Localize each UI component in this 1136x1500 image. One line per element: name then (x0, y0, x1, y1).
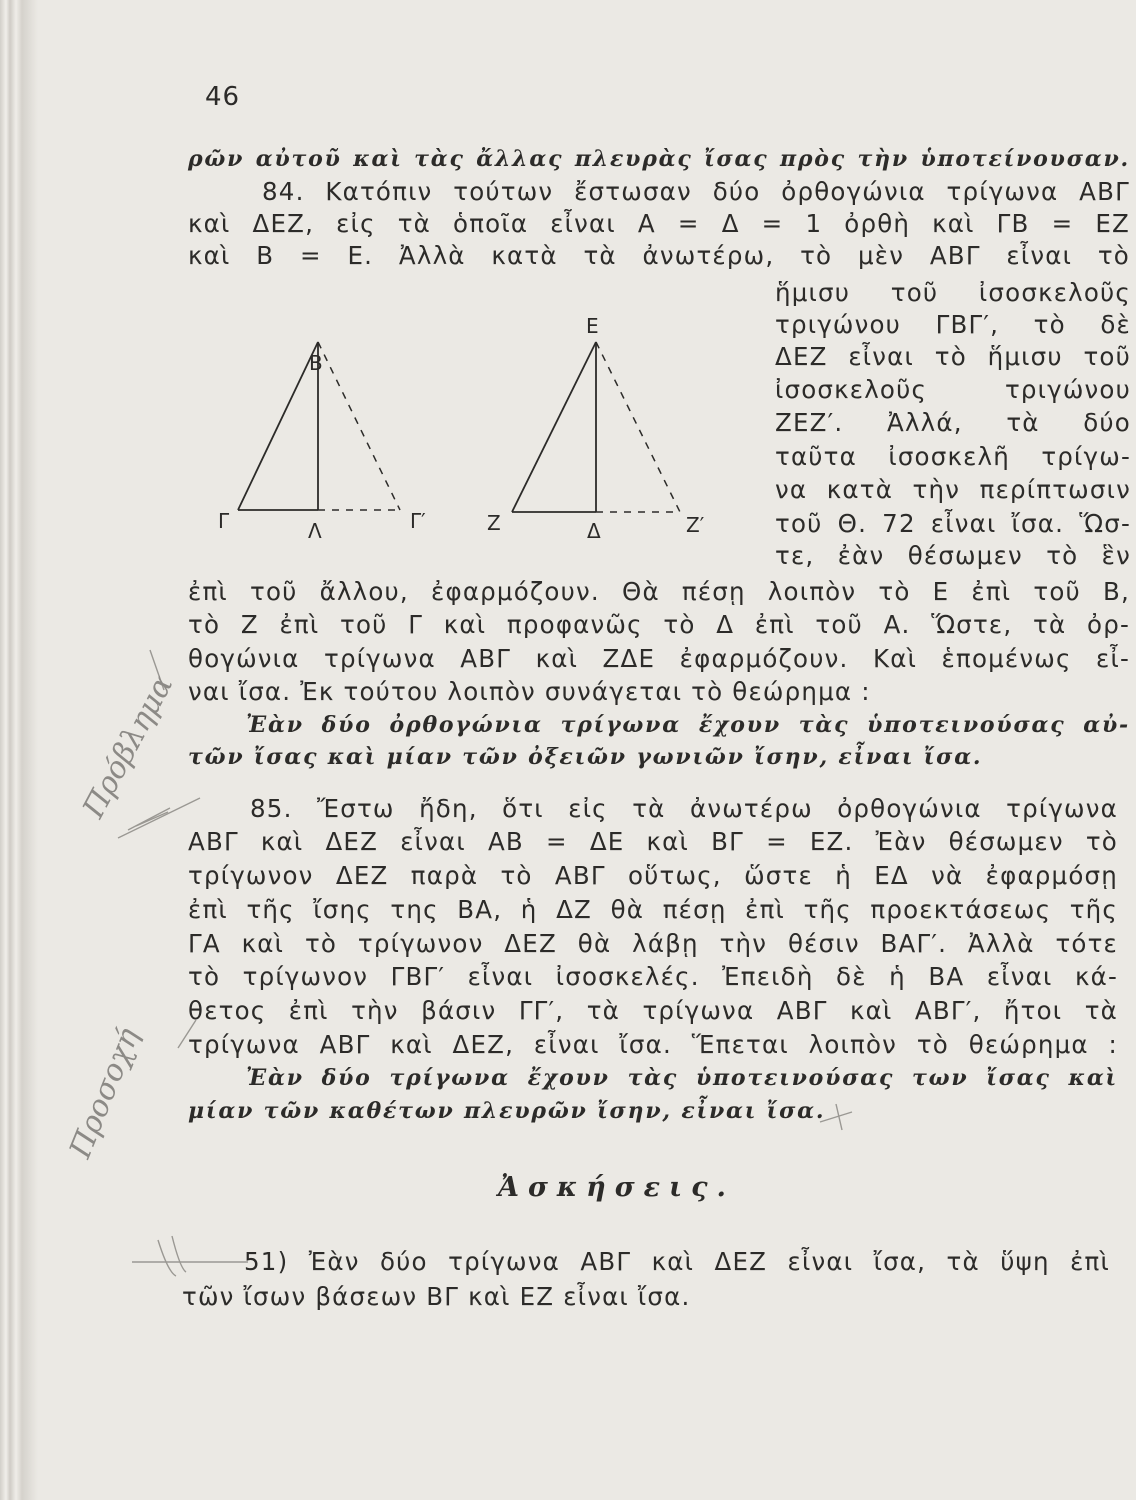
continued-theorem-line: ρῶν αὐτοῦ καὶ τὰς ἄλλας πλευρὰς ἴσας πρὸς τὴν ὑποτείνουσαν. (188, 146, 1130, 172)
sec84-side-line-3: ΔΕΖ εἶναι τὸ ἥμισυ τοῦ (775, 342, 1131, 371)
sec85-line-5: ΓΑ καὶ τὸ τρίγωνον ΔΕΖ θὰ λάβῃ τὴν θέσιν ΒΑΓ′. Ἀλλὰ τότε (188, 929, 1118, 958)
pencil-note-attention: Προσοχή (62, 1023, 147, 1163)
theorem-2-line-1: Ἐὰν δύο τρίγωνα ἔχουν τὰς ὑποτεινούσας των ἴσας καὶ (246, 1065, 1118, 1091)
sec85-line-6: τὸ τρίγωνον ΓΒΓ′ εἶναι ἰσοσκελές. Ἐπειδὴ δὲ ἡ ΒΑ εἶναι κά- (188, 962, 1118, 991)
label-Gamma: Γ (218, 509, 230, 533)
label-Gamma-prime: Γ′ (410, 509, 426, 533)
label-B: B (309, 351, 323, 375)
sec84-side-line-2: τριγώνου ΓΒΓ′, τὸ δὲ (775, 310, 1131, 339)
exercise-51-line-1: 51) Ἐὰν δύο τρίγωνα ΑΒΓ καὶ ΔΕΖ εἶναι ἴσα, τὰ ὕψη ἐπὶ (244, 1247, 1110, 1276)
sec84-line-2: καὶ ΔΕΖ, εἰς τὰ ὁποῖα εἶναι Α = Δ = 1 ὀρθὴ καὶ ΓΒ = ΕΖ (188, 209, 1130, 238)
label-Delta: Δ (587, 519, 601, 543)
label-Z-prime: Z′ (686, 513, 705, 537)
sec84-side-line-7: να κατὰ τὴν περίπτωσιν (775, 475, 1131, 504)
theorem-1-line-2: τῶν ἴσας καὶ μίαν τῶν ὀξειῶν γωνιῶν ἴσην, εἶναι ἴσα. (188, 744, 983, 770)
page-number: 46 (205, 82, 241, 112)
pencil-note-problem: Πρόβλημα (76, 669, 181, 824)
sec84-side-line-1: ἥμισυ τοῦ ἰσοσκελοῦς (775, 278, 1131, 307)
sec85-line-7: θετος ἐπὶ τὴν βάσιν ΓΓ′, τὰ τρίγωνα ΑΒΓ καὶ ΑΒΓ′, ἤτοι τὰ (188, 996, 1118, 1025)
label-Lambda: Λ (308, 519, 322, 543)
sec84-after-line-3: θογώνια τρίγωνα ΑΒΓ καὶ ΖΔΕ ἐφαρμόζουν. Καὶ ἑπομένως εἶ- (188, 644, 1130, 673)
sec84-side-line-8: τοῦ Θ. 72 εἶναι ἴσα. Ὥσ- (775, 509, 1131, 538)
label-E: E (586, 314, 599, 338)
sec85-line-2: ΑΒΓ καὶ ΔΕΖ εἶναι ΑΒ = ΔΕ καὶ ΒΓ = ΕΖ. Ἐὰν θέσωμεν τὸ (188, 827, 1118, 856)
sec85-line-1: 85. Ἔστω ἤδη, ὅτι εἰς τὰ ἀνωτέρω ὀρθογώνια τρίγωνα (250, 794, 1118, 823)
sec85-line-3: τρίγωνον ΔΕΖ παρὰ τὸ ΑΒΓ οὕτως, ὥστε ἡ ΕΔ νὰ ἐφαρμόσῃ (188, 861, 1118, 890)
theorem-1-line-1: Ἐὰν δύο ὀρθογώνια τρίγωνα ἔχουν τὰς ὑποτεινούσας αὐ- (246, 712, 1130, 738)
exercise-51-line-2: τῶν ἴσων βάσεων ΒΓ καὶ ΕΖ εἶναι ἴσα. (182, 1282, 691, 1311)
theorem-2-line-2: μίαν τῶν καθέτων πλευρῶν ἴσην, εἶναι ἴσα. (188, 1098, 826, 1124)
sec84-side-line-5: ΖΕΖ′. Ἀλλά, τὰ δύο (775, 408, 1131, 437)
sec84-after-line-4: ναι ἴσα. Ἐκ τούτου λοιπὸν συνάγεται τὸ θεώρημα : (188, 677, 871, 706)
sec84-side-line-4: ἰσοσκελοῦς τριγώνου (775, 375, 1131, 404)
sec85-line-4: ἐπὶ τῆς ἴσης της ΒΑ, ἡ ΔΖ θὰ πέσῃ ἐπὶ τῆς προεκτάσεως τῆς (188, 895, 1118, 924)
exercises-heading: Ἀσκήσεις. (498, 1172, 735, 1203)
sec84-after-line-1: ἐπὶ τοῦ ἄλλου, ἐφαρμόζουν. Θὰ πέσῃ λοιπὸν τὸ Ε ἐπὶ τοῦ Β, (188, 577, 1130, 606)
sec84-side-line-6: ταῦτα ἰσοσκελῆ τρίγω- (775, 442, 1131, 471)
sec84-side-line-9: τε, ἐὰν θέσωμεν τὸ ἓν (775, 541, 1131, 570)
sec84-line-1: 84. Κατόπιν τούτων ἔστωσαν δύο ὀρθογώνια τρίγωνα ΑΒΓ (262, 177, 1130, 206)
sec84-line-3: καὶ Β = Ε. Ἀλλὰ κατὰ τὰ ἀνωτέρω, τὸ μὲν ΑΒΓ εἶναι τὸ (188, 241, 1130, 270)
label-Z: Z (487, 511, 501, 535)
sec85-line-8: τρίγωνα ΑΒΓ καὶ ΔΕΖ, εἶναι ἴσα. Ἕπεται λοιπὸν τὸ θεώρημα : (188, 1030, 1118, 1059)
sec84-after-line-2: τὸ Ζ ἐπὶ τοῦ Γ καὶ προφανῶς τὸ Δ ἐπὶ τοῦ Α. Ὥστε, τὰ ὀρ- (188, 610, 1130, 639)
